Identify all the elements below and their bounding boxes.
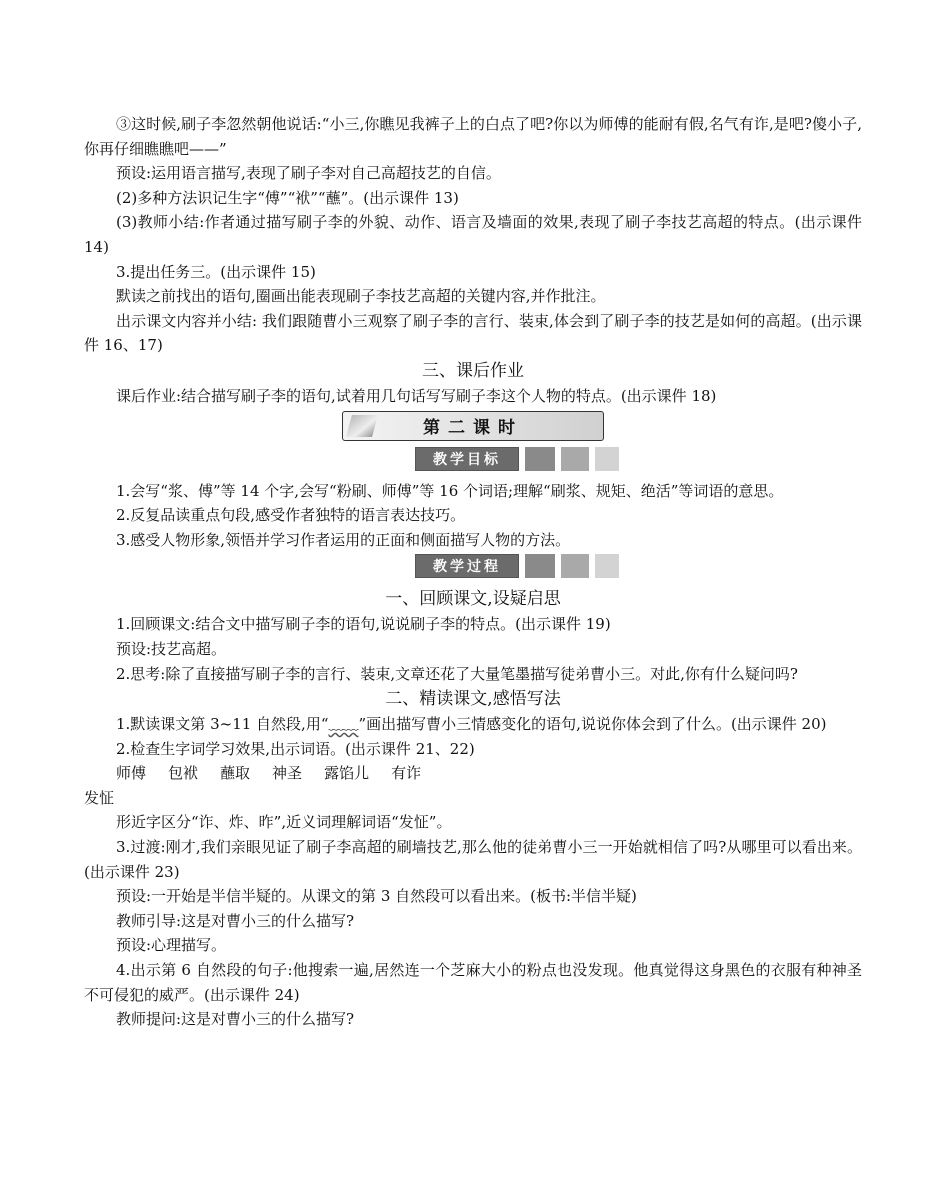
paragraph bbox=[84, 712, 862, 737]
banner-decoration-icon bbox=[346, 415, 378, 437]
paragraph: 3.提出任务三。(出示课件 15) bbox=[116, 262, 316, 281]
paragraph: 教师提问:这是对曹小三的什么描写? bbox=[116, 1010, 355, 1029]
paragraph: 2.检查生字词学习效果,出示词语。(出示课件 21、22) bbox=[116, 739, 475, 758]
tag-square-icon bbox=[525, 447, 555, 471]
word-item: 蘸取 bbox=[220, 764, 251, 783]
tag-square-icon bbox=[525, 554, 555, 578]
paragraph: 教师引导:这是对曹小三的什么描写? bbox=[116, 911, 355, 930]
goals-tag-row bbox=[84, 447, 862, 471]
paragraph: 2.思考:除了直接描写刷子李的言行、装束,文章还花了大量笔墨描写徒弟曹小三。对此,你有什么疑问吗? bbox=[116, 664, 798, 683]
paragraph: (2)多种方法识记生字“傅”“袱”“蘸”。(出示课件 13) bbox=[116, 188, 459, 207]
lesson-title: 第二课时 bbox=[423, 418, 523, 439]
word-item: 有诈 bbox=[391, 764, 422, 783]
homework-paragraph: 课后作业:结合描写刷子李的语句,试着用几句话写写刷子李这个人物的特点。(出示课件 18) bbox=[116, 386, 717, 405]
goal-item: 1.会写“浆、傅”等 14 个字,会写“粉刷、师傅”等 16 个词语;理解“刷浆、规矩、绝活”等词语的意思。 bbox=[116, 481, 784, 500]
goals-tag bbox=[415, 447, 619, 471]
text-span: 1.默读课文第 3~11 自然段,用“ bbox=[116, 715, 329, 734]
text-span: ”画出描写曹小三情感变化的语句,说说你体会到了什么。(出示课件 20) bbox=[358, 715, 827, 734]
lesson-banner bbox=[342, 411, 604, 441]
paragraph: 预设:技艺高超。 bbox=[116, 639, 227, 658]
process-tag bbox=[415, 554, 619, 578]
lesson-banner-row bbox=[84, 411, 862, 441]
goals-tag-label: 教学目标 bbox=[415, 447, 519, 471]
paragraph: 1.回顾课文:结合文中描写刷子李的语句,说说刷子李的特点。(出示课件 19) bbox=[116, 615, 611, 634]
paragraph: 预设:一开始是半信半疑的。从课文的第 3 自然段可以看出来。(板书:半信半疑) bbox=[116, 887, 637, 906]
word-item: 包袱 bbox=[168, 764, 199, 783]
paragraph: 默读之前找出的语句,圈画出能表现刷子李技艺高超的关键内容,并作批注。 bbox=[116, 287, 606, 306]
section-heading: 一、回顾课文,设疑启思 bbox=[385, 589, 561, 610]
paragraph: ③这时候,刷子李忽然朝他说话:“小三,你瞧见我裤子上的白点了吧?你以为师傅的能耐有假,名气有诈,是吧?傻小子,你再仔细瞧瞧吧——” bbox=[84, 115, 862, 158]
process-tag-label: 教学过程 bbox=[415, 554, 519, 578]
word-item: 神圣 bbox=[272, 764, 303, 783]
word-item: 露馅儿 bbox=[324, 764, 370, 783]
paragraph: 形近字区分“诈、炸、昨”,近义词理解词语“发怔”。 bbox=[116, 813, 452, 832]
homework-heading: 三、课后作业 bbox=[422, 360, 524, 381]
word-list bbox=[84, 761, 862, 786]
goal-item: 2.反复品读重点句段,感受作者独特的语言表达技巧。 bbox=[116, 506, 466, 525]
wavy-line-mark: ﹏﹏ bbox=[328, 715, 359, 734]
paragraph: (3)教师小结:作者通过描写刷子李的外貌、动作、语言及墙面的效果,表现了刷子李技艺高超的特点。(出示课件 14) bbox=[84, 213, 862, 256]
section-heading: 二、精读课文,感悟写法 bbox=[385, 689, 561, 710]
process-tag-row bbox=[84, 554, 862, 578]
word-item: 发怔 bbox=[84, 788, 115, 807]
paragraph: 预设:运用语言描写,表现了刷子李对自己高超技艺的自信。 bbox=[116, 164, 501, 183]
tag-square-icon bbox=[595, 554, 619, 578]
goal-item: 3.感受人物形象,领悟并学习作者运用的正面和侧面描写人物的方法。 bbox=[116, 530, 571, 549]
tag-square-icon bbox=[595, 447, 619, 471]
tag-square-icon bbox=[561, 554, 589, 578]
paragraph: 3.过渡:刚才,我们亲眼见证了刷子李高超的刷墙技艺,那么他的徒弟曹小三一开始就相信了吗?从哪里可以看出来。(出示课件 23) bbox=[84, 838, 862, 881]
tag-square-icon bbox=[561, 447, 589, 471]
word-item: 师傅 bbox=[116, 764, 147, 783]
paragraph: 4.出示第 6 自然段的句子:他搜索一遍,居然连一个芝麻大小的粉点也没发现。他真觉得这身黑色的衣服有种神圣不可侵犯的威严。(出示课件 24) bbox=[84, 961, 862, 1004]
paragraph: 预设:心理描写。 bbox=[116, 936, 227, 955]
paragraph: 出示课文内容并小结: 我们跟随曹小三观察了刷子李的言行、装束,体会到了刷子李的技艺是如何的高超。(出示课件 16、17) bbox=[84, 311, 862, 355]
document-body bbox=[84, 112, 862, 1032]
